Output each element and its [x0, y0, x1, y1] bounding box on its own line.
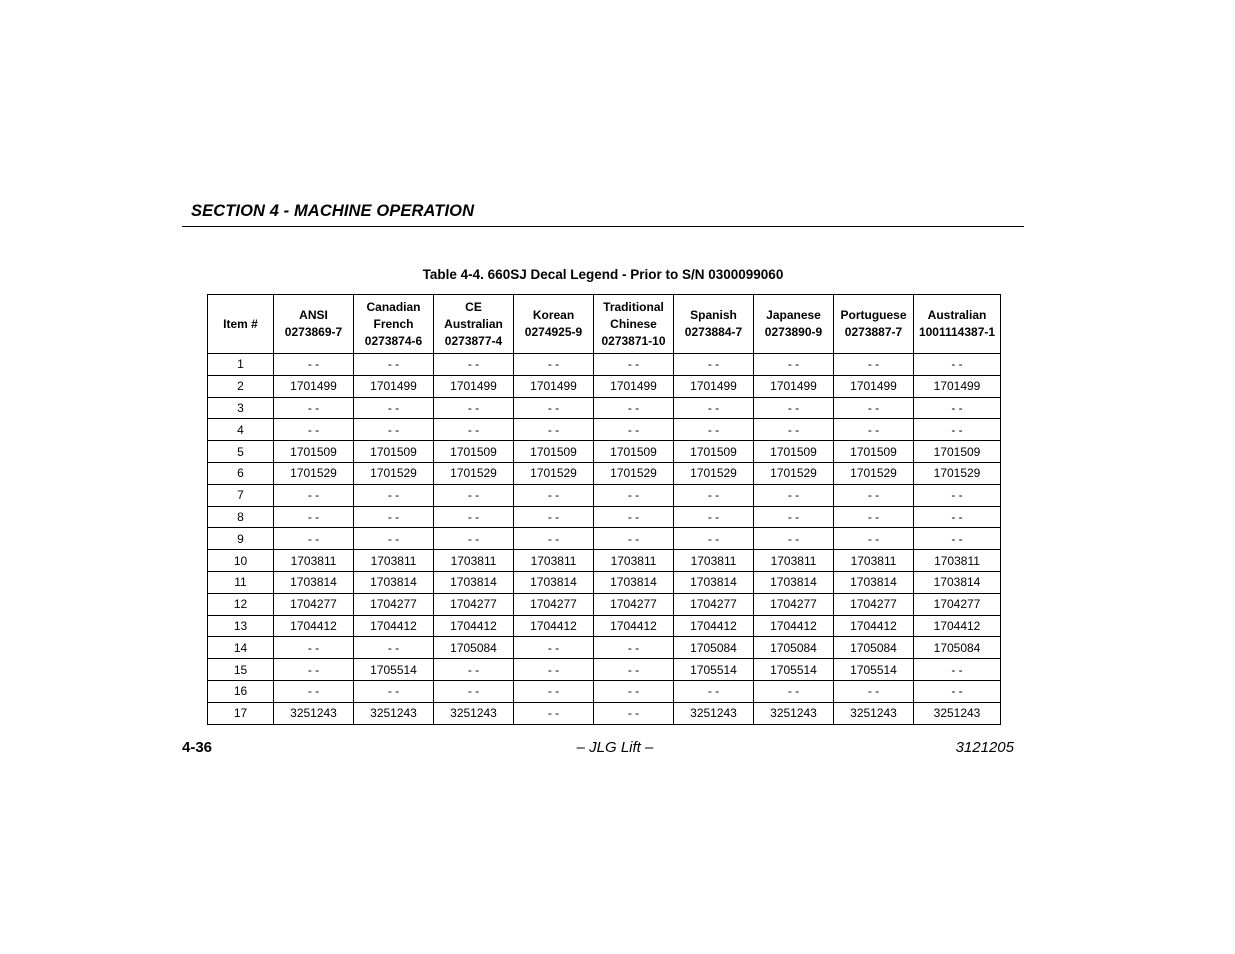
decal-number-cell: 1701529 [434, 462, 514, 484]
item-number-cell: 13 [208, 615, 274, 637]
column-header [354, 295, 434, 354]
decal-number-cell: - - [594, 528, 674, 550]
decal-number-cell: - - [514, 419, 594, 441]
decal-number-cell: - - [434, 419, 514, 441]
decal-number-cell: 1701529 [514, 462, 594, 484]
decal-number-cell: 1703814 [594, 571, 674, 593]
column-header-line: Japanese [766, 308, 821, 322]
decal-number-cell: - - [834, 528, 914, 550]
item-number-cell: 3 [208, 397, 274, 419]
item-number-cell: 12 [208, 593, 274, 615]
table-row [208, 419, 1001, 441]
item-number-cell: 7 [208, 484, 274, 506]
column-header-line: 0273869-7 [284, 325, 343, 339]
decal-number-cell: - - [514, 680, 594, 702]
column-header [754, 295, 834, 354]
decal-number-cell: - - [674, 484, 754, 506]
decal-number-cell: 1701509 [674, 441, 754, 463]
table-row [208, 680, 1001, 702]
item-number-cell: 6 [208, 462, 274, 484]
decal-number-cell: - - [514, 702, 594, 724]
table-row [208, 397, 1001, 419]
decal-number-cell: - - [274, 484, 354, 506]
column-header-line: Spanish [690, 308, 737, 322]
table-row [208, 571, 1001, 593]
decal-legend-table [207, 294, 1001, 725]
column-header [514, 295, 594, 354]
decal-number-cell: - - [434, 397, 514, 419]
decal-number-cell: 1703814 [354, 571, 434, 593]
decal-number-cell: 1704277 [594, 593, 674, 615]
decal-number-cell: - - [274, 354, 354, 376]
decal-number-cell: - - [674, 506, 754, 528]
decal-number-cell: - - [594, 506, 674, 528]
decal-number-cell: 1704277 [274, 593, 354, 615]
decal-number-cell: - - [274, 680, 354, 702]
table-row [208, 484, 1001, 506]
decal-number-cell: - - [914, 528, 1001, 550]
column-header-line: 0273874-6 [364, 333, 423, 348]
decal-number-cell: 1701499 [434, 375, 514, 397]
decal-number-cell: 1704277 [754, 593, 834, 615]
decal-number-cell: 1703811 [434, 550, 514, 572]
decal-number-cell: - - [754, 528, 834, 550]
decal-number-cell: 1703811 [674, 550, 754, 572]
decal-number-cell: 1703811 [914, 550, 1001, 572]
decal-number-cell: 1705084 [754, 637, 834, 659]
decal-number-cell: 1701509 [754, 441, 834, 463]
column-header-line: 0273884-7 [684, 325, 743, 339]
decal-number-cell: 1701509 [914, 441, 1001, 463]
decal-number-cell: 1703811 [594, 550, 674, 572]
decal-number-cell: - - [834, 680, 914, 702]
table-row [208, 550, 1001, 572]
decal-number-cell: 1703811 [834, 550, 914, 572]
table-row [208, 354, 1001, 376]
decal-number-cell: - - [514, 354, 594, 376]
item-number-cell: 8 [208, 506, 274, 528]
decal-number-cell: - - [594, 702, 674, 724]
decal-number-cell: 1705084 [674, 637, 754, 659]
decal-number-cell: 1704412 [834, 615, 914, 637]
decal-number-cell: 3251243 [354, 702, 434, 724]
column-header-line: CE [465, 299, 482, 314]
column-header-line: 0273890-9 [764, 325, 823, 339]
decal-number-cell: - - [274, 419, 354, 441]
item-number-cell: 2 [208, 375, 274, 397]
decal-number-cell: 1701529 [834, 462, 914, 484]
decal-number-cell: - - [834, 354, 914, 376]
column-header-line: Australian [927, 308, 987, 322]
page-number: 4-36 [182, 739, 213, 756]
decal-number-cell: - - [674, 680, 754, 702]
decal-number-cell: 1703811 [754, 550, 834, 572]
decal-number-cell: 1703814 [514, 571, 594, 593]
decal-number-cell: 1704277 [514, 593, 594, 615]
item-number-cell: 16 [208, 680, 274, 702]
column-header-line: Portuguese [840, 308, 907, 322]
decal-number-cell: 1701529 [594, 462, 674, 484]
table-row [208, 462, 1001, 484]
decal-number-cell: 1705514 [754, 659, 834, 681]
decal-number-cell: - - [754, 680, 834, 702]
decal-number-cell: 1705514 [354, 659, 434, 681]
column-header [594, 295, 674, 354]
decal-number-cell: 1701499 [514, 375, 594, 397]
column-header-line: 1001114387-1 [918, 325, 996, 339]
decal-number-cell: 1704412 [594, 615, 674, 637]
decal-number-cell: 1703814 [674, 571, 754, 593]
decal-number-cell: - - [594, 397, 674, 419]
decal-number-cell: - - [434, 680, 514, 702]
decal-number-cell: 1704277 [354, 593, 434, 615]
item-number-cell: 1 [208, 354, 274, 376]
decal-number-cell: 1704412 [514, 615, 594, 637]
decal-number-cell: 1701509 [514, 441, 594, 463]
decal-number-cell: 1704412 [354, 615, 434, 637]
decal-number-cell: 1703814 [274, 571, 354, 593]
column-header-line: 0273877-4 [444, 333, 503, 348]
decal-number-cell: 1703811 [274, 550, 354, 572]
decal-number-cell: - - [434, 506, 514, 528]
decal-number-cell: - - [514, 484, 594, 506]
decal-number-cell: - - [594, 354, 674, 376]
table-row [208, 528, 1001, 550]
column-header-line: French [373, 316, 414, 331]
decal-number-cell: - - [834, 506, 914, 528]
column-header-line: Canadian [366, 299, 421, 314]
item-number-cell: 10 [208, 550, 274, 572]
item-number-cell: 4 [208, 419, 274, 441]
decal-number-cell: - - [754, 397, 834, 419]
decal-number-cell: 1705084 [914, 637, 1001, 659]
decal-number-cell: 1703814 [754, 571, 834, 593]
document-number: 3121205 [955, 739, 1014, 756]
decal-number-cell: 1705514 [674, 659, 754, 681]
column-header [274, 295, 354, 354]
decal-number-cell: 1704412 [274, 615, 354, 637]
decal-number-cell: - - [674, 397, 754, 419]
decal-number-cell: 3251243 [834, 702, 914, 724]
decal-number-cell: - - [754, 354, 834, 376]
decal-number-cell: - - [914, 354, 1001, 376]
decal-number-cell: - - [674, 354, 754, 376]
table-title: Table 4-4. 660SJ Decal Legend - Prior to S/N 0300099060 [422, 267, 784, 282]
decal-number-cell: 1701509 [354, 441, 434, 463]
decal-number-cell: - - [594, 484, 674, 506]
decal-number-cell: - - [914, 659, 1001, 681]
decal-number-cell: - - [674, 419, 754, 441]
decal-number-cell: 1704277 [834, 593, 914, 615]
decal-number-cell: 1703814 [914, 571, 1001, 593]
decal-number-cell: 1704412 [674, 615, 754, 637]
decal-number-cell: 1705084 [434, 637, 514, 659]
item-number-cell: 9 [208, 528, 274, 550]
decal-number-cell: 1704412 [914, 615, 1001, 637]
decal-number-cell: 1703814 [834, 571, 914, 593]
table-row [208, 506, 1001, 528]
decal-number-cell: 1704277 [674, 593, 754, 615]
decal-number-cell: 1703811 [354, 550, 434, 572]
decal-number-cell: 1705084 [834, 637, 914, 659]
decal-number-cell: - - [914, 419, 1001, 441]
table-row [208, 375, 1001, 397]
decal-number-cell: - - [594, 659, 674, 681]
decal-number-cell: - - [914, 397, 1001, 419]
decal-number-cell: 1701499 [674, 375, 754, 397]
decal-number-cell: - - [354, 419, 434, 441]
decal-number-cell: - - [674, 528, 754, 550]
decal-number-cell: 3251243 [434, 702, 514, 724]
decal-number-cell: - - [354, 506, 434, 528]
decal-number-cell: 1705514 [834, 659, 914, 681]
decal-number-cell: - - [594, 637, 674, 659]
decal-number-cell: - - [834, 397, 914, 419]
decal-number-cell: - - [834, 419, 914, 441]
decal-number-cell: 1701529 [354, 462, 434, 484]
column-header-line: Korean [532, 308, 575, 322]
column-header-line: Australian [444, 316, 503, 331]
table-row [208, 702, 1001, 724]
decal-number-cell: - - [514, 528, 594, 550]
table-row [208, 593, 1001, 615]
item-number-cell: 17 [208, 702, 274, 724]
section-header: SECTION 4 - MACHINE OPERATION [191, 202, 475, 220]
decal-number-cell: 1701499 [594, 375, 674, 397]
footer-brand: – JLG Lift – [576, 739, 654, 756]
column-header [914, 295, 1001, 354]
decal-number-cell: - - [354, 484, 434, 506]
decal-number-cell: 3251243 [914, 702, 1001, 724]
decal-number-cell: 1704412 [434, 615, 514, 637]
table-row [208, 441, 1001, 463]
column-header-line: 0274925-9 [524, 325, 583, 339]
decal-number-cell: - - [274, 397, 354, 419]
column-header-line: ANSI [299, 308, 328, 322]
item-number-cell: 5 [208, 441, 274, 463]
decal-number-cell: - - [594, 680, 674, 702]
decal-number-cell: 1701499 [274, 375, 354, 397]
table-header-row [208, 295, 1001, 354]
decal-number-cell: - - [514, 659, 594, 681]
decal-number-cell: 3251243 [674, 702, 754, 724]
column-header-line: Chinese [610, 316, 657, 331]
column-header-line: Traditional [603, 299, 664, 314]
decal-number-cell: 1704412 [754, 615, 834, 637]
column-header-line: Item # [223, 316, 258, 331]
table-row [208, 615, 1001, 637]
decal-number-cell: - - [434, 528, 514, 550]
column-header [434, 295, 514, 354]
decal-number-cell: - - [274, 659, 354, 681]
column-header [834, 295, 914, 354]
decal-number-cell: 1701529 [754, 462, 834, 484]
decal-number-cell: - - [514, 397, 594, 419]
decal-number-cell: - - [354, 354, 434, 376]
decal-number-cell: 1704277 [434, 593, 514, 615]
decal-number-cell: - - [594, 419, 674, 441]
decal-number-cell: 1701499 [754, 375, 834, 397]
decal-number-cell: - - [274, 506, 354, 528]
decal-number-cell: - - [434, 659, 514, 681]
table-row [208, 637, 1001, 659]
decal-number-cell: 1701499 [914, 375, 1001, 397]
column-header [208, 295, 274, 354]
decal-number-cell: 3251243 [274, 702, 354, 724]
table-row [208, 659, 1001, 681]
decal-number-cell: - - [274, 637, 354, 659]
decal-number-cell: - - [514, 637, 594, 659]
decal-number-cell: - - [914, 506, 1001, 528]
table-body [208, 354, 1001, 725]
decal-number-cell: - - [914, 680, 1001, 702]
decal-number-cell: - - [354, 637, 434, 659]
decal-number-cell: - - [754, 506, 834, 528]
decal-number-cell: - - [434, 354, 514, 376]
decal-number-cell: - - [354, 528, 434, 550]
column-header-line: 0273871-10 [601, 333, 666, 348]
decal-number-cell: 1701499 [354, 375, 434, 397]
decal-number-cell: - - [354, 397, 434, 419]
decal-number-cell: 1704277 [914, 593, 1001, 615]
decal-number-cell: 1701509 [834, 441, 914, 463]
decal-number-cell: 1701509 [274, 441, 354, 463]
decal-number-cell: - - [834, 484, 914, 506]
decal-number-cell: - - [754, 419, 834, 441]
decal-number-cell: - - [274, 528, 354, 550]
item-number-cell: 15 [208, 659, 274, 681]
item-number-cell: 14 [208, 637, 274, 659]
decal-number-cell: 1701529 [914, 462, 1001, 484]
decal-number-cell: 1703811 [514, 550, 594, 572]
decal-number-cell: - - [754, 484, 834, 506]
column-header-line: 0273887-7 [844, 325, 903, 339]
decal-number-cell: - - [434, 484, 514, 506]
decal-number-cell: - - [914, 484, 1001, 506]
header-rule [182, 226, 1024, 227]
decal-number-cell: 1701529 [674, 462, 754, 484]
decal-number-cell: 1703814 [434, 571, 514, 593]
decal-number-cell: - - [514, 506, 594, 528]
decal-number-cell: - - [354, 680, 434, 702]
decal-number-cell: 3251243 [754, 702, 834, 724]
decal-number-cell: 1701509 [434, 441, 514, 463]
decal-number-cell: 1701509 [594, 441, 674, 463]
decal-number-cell: 1701499 [834, 375, 914, 397]
decal-number-cell: 1701529 [274, 462, 354, 484]
column-header [674, 295, 754, 354]
item-number-cell: 11 [208, 571, 274, 593]
